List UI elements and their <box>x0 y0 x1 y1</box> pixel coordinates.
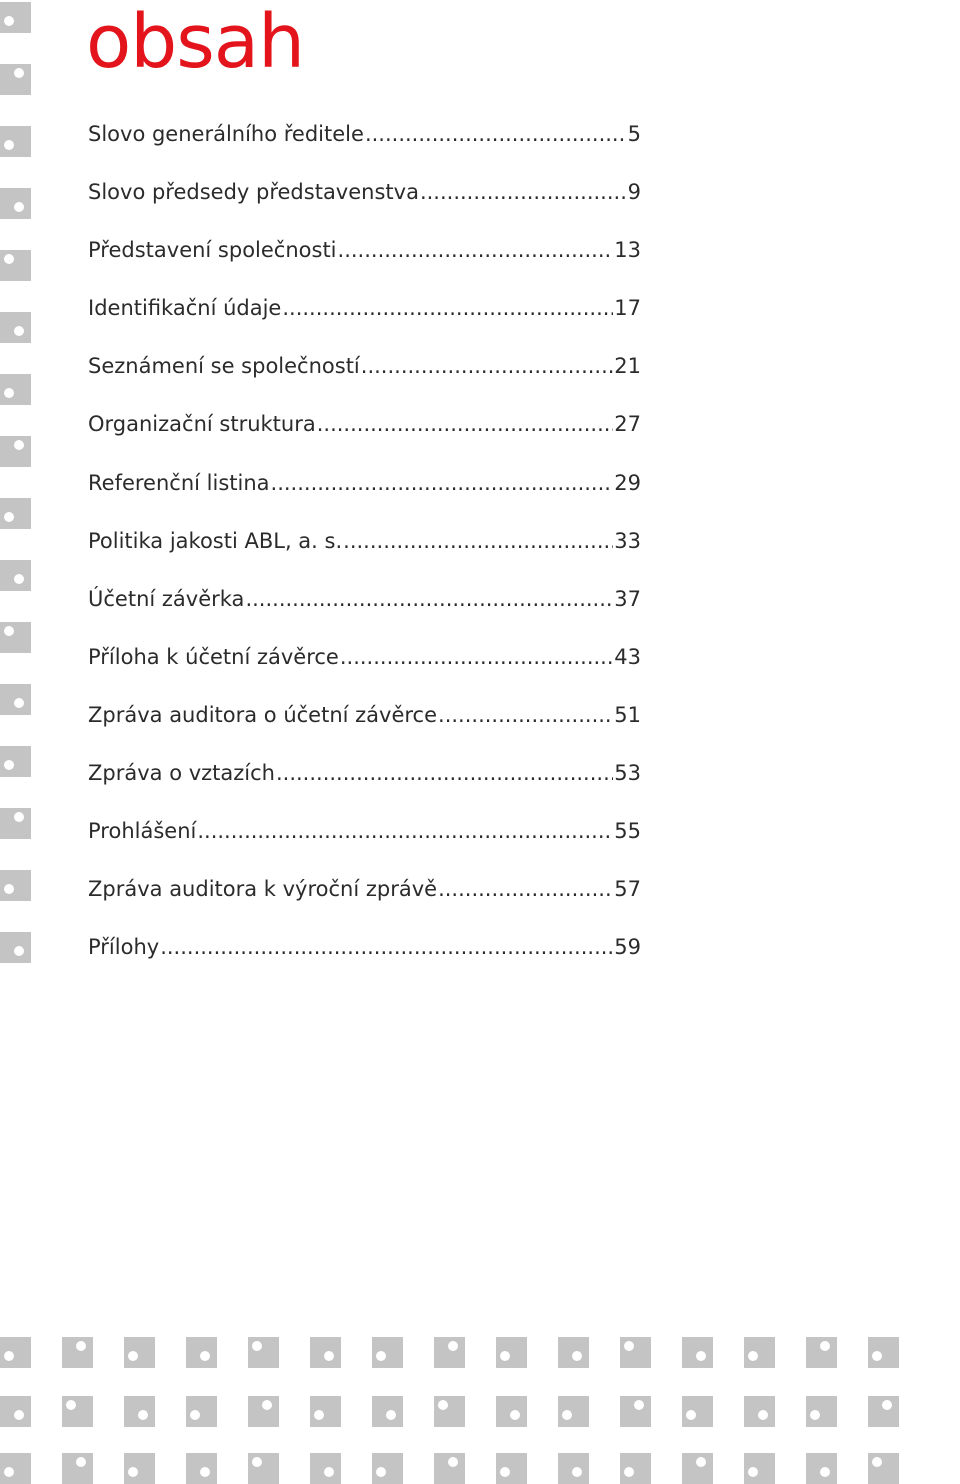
decorative-square <box>0 126 31 157</box>
decorative-square <box>0 188 31 219</box>
decorative-square <box>434 1337 465 1368</box>
toc-entry-label: Referenční listina <box>88 470 270 495</box>
decorative-dot <box>748 1467 758 1477</box>
decorative-dot <box>324 1467 334 1477</box>
decorative-square <box>682 1337 713 1368</box>
toc-entry[interactable] <box>88 587 641 645</box>
decorative-square <box>0 870 31 901</box>
decorative-dot <box>562 1410 572 1420</box>
decorative-square <box>62 1453 93 1484</box>
decorative-square <box>310 1396 341 1427</box>
decorative-dot <box>448 1457 458 1467</box>
toc-entry-page-number: 33 <box>614 528 641 553</box>
decorative-square <box>0 932 31 963</box>
decorative-dot <box>14 946 24 956</box>
toc-entry-page-number: 21 <box>614 354 641 379</box>
toc-dot-leader <box>438 703 613 727</box>
decorative-square <box>744 1396 775 1427</box>
decorative-square <box>806 1453 837 1484</box>
decorative-square <box>124 1396 155 1427</box>
toc-entry-page-number: 5 <box>627 122 641 146</box>
decorative-square <box>558 1453 589 1484</box>
toc-entry[interactable] <box>88 703 641 761</box>
decorative-dot <box>252 1341 262 1351</box>
toc-dot-leader <box>317 412 614 436</box>
decorative-square <box>0 684 31 715</box>
toc-entry-label: Prohlášení <box>88 819 197 844</box>
toc-entry-page-number: 43 <box>614 644 641 669</box>
decorative-square <box>186 1453 217 1484</box>
toc-entry-page-number: 27 <box>614 412 641 437</box>
decorative-dot <box>4 1351 14 1361</box>
decorative-dot <box>14 574 24 584</box>
decorative-dot <box>448 1341 458 1351</box>
decorative-dot <box>4 140 14 150</box>
decorative-square <box>806 1396 837 1427</box>
decorative-dot <box>572 1351 582 1361</box>
decorative-dot <box>500 1351 510 1361</box>
decorative-square <box>744 1453 775 1484</box>
decorative-square <box>62 1396 93 1427</box>
decorative-dot <box>758 1410 768 1420</box>
decorative-dot <box>748 1351 758 1361</box>
decorative-dot <box>14 202 24 212</box>
toc-entry-page-number: 53 <box>614 761 641 786</box>
toc-dot-leader <box>197 819 613 843</box>
decorative-dot <box>4 16 14 26</box>
decorative-dot <box>128 1351 138 1361</box>
toc-entry[interactable] <box>88 645 641 703</box>
decorative-square <box>868 1337 899 1368</box>
toc-entry-label: Slovo generálního ředitele <box>88 122 364 146</box>
toc-entry-label: Zpráva o vztazích <box>88 761 275 786</box>
decorative-square <box>434 1453 465 1484</box>
decorative-square <box>0 64 31 95</box>
toc-entry-label: Politika jakosti ABL, a. s. <box>88 528 343 553</box>
decorative-square <box>620 1337 651 1368</box>
toc-dot-leader <box>365 122 627 146</box>
decorative-dot <box>882 1400 892 1410</box>
decorative-square <box>0 1337 31 1368</box>
decorative-square <box>310 1453 341 1484</box>
decorative-dot <box>76 1341 86 1351</box>
toc-dot-leader <box>340 645 613 669</box>
decorative-square <box>0 374 31 405</box>
decorative-dot <box>438 1400 448 1410</box>
decorative-dot <box>376 1351 386 1361</box>
decorative-dot <box>572 1467 582 1477</box>
decorative-dot <box>4 884 14 894</box>
decorative-dot <box>138 1410 148 1420</box>
decorative-dot <box>696 1457 706 1467</box>
decorative-dot <box>14 812 24 822</box>
decorative-dot <box>14 698 24 708</box>
decorative-square <box>496 1453 527 1484</box>
decorative-square <box>0 312 31 343</box>
toc-entry[interactable] <box>88 122 641 180</box>
decorative-square <box>248 1453 279 1484</box>
toc-entry-page-number: 29 <box>614 470 641 495</box>
decorative-square <box>682 1453 713 1484</box>
toc-entry-label: Identifikační údaje <box>88 296 282 321</box>
toc-dot-leader <box>438 877 613 901</box>
toc-entry[interactable] <box>88 238 641 296</box>
toc-entry[interactable] <box>88 761 641 819</box>
decorative-dot <box>66 1400 76 1410</box>
decorative-square <box>0 250 31 281</box>
decorative-square <box>434 1396 465 1427</box>
decorative-square <box>372 1396 403 1427</box>
decorative-square <box>0 498 31 529</box>
decorative-dot <box>252 1457 262 1467</box>
decorative-dot <box>624 1467 634 1477</box>
toc-entry[interactable] <box>88 529 641 587</box>
decorative-dot <box>14 1410 24 1420</box>
toc-entry-label: Zpráva auditora k výroční zprávě <box>88 877 438 902</box>
toc-entry[interactable] <box>88 877 641 935</box>
decorative-square <box>0 1396 31 1427</box>
toc-entry[interactable] <box>88 180 641 238</box>
decorative-dot <box>76 1457 86 1467</box>
decorative-square <box>186 1337 217 1368</box>
decorative-dot <box>14 326 24 336</box>
decorative-dot <box>262 1400 272 1410</box>
decorative-dot <box>696 1351 706 1361</box>
toc-entry-page-number: 59 <box>614 935 641 960</box>
decorative-dot <box>872 1457 882 1467</box>
toc-entry-page-number: 57 <box>614 877 641 902</box>
decorative-square <box>0 1453 31 1484</box>
decorative-square <box>372 1337 403 1368</box>
decorative-square <box>496 1337 527 1368</box>
decorative-square <box>0 560 31 591</box>
toc-dot-leader <box>245 587 613 611</box>
decorative-square <box>248 1337 279 1368</box>
toc-entry-label: Seznámení se společností <box>88 354 360 379</box>
toc-dot-leader <box>271 471 614 495</box>
toc-entry-page-number: 55 <box>614 819 641 844</box>
decorative-dot <box>128 1467 138 1477</box>
decorative-dot <box>510 1410 520 1420</box>
decorative-square <box>620 1453 651 1484</box>
decorative-dot <box>376 1467 386 1477</box>
decorative-square <box>0 808 31 839</box>
toc-entry-page-number: 9 <box>627 180 641 205</box>
toc-entry-page-number: 51 <box>614 702 641 727</box>
decorative-square <box>372 1453 403 1484</box>
decorative-dot <box>4 626 14 636</box>
decorative-dot <box>14 440 24 450</box>
toc-entry-page-number: 37 <box>614 586 641 611</box>
decorative-dot <box>200 1467 210 1477</box>
decorative-square <box>682 1396 713 1427</box>
decorative-dot <box>686 1410 696 1420</box>
toc-entry[interactable] <box>88 296 641 354</box>
toc-entry-page-number: 13 <box>614 238 641 263</box>
decorative-square <box>0 2 31 33</box>
decorative-dot <box>4 254 14 264</box>
decorative-dot <box>4 760 14 770</box>
decorative-dot <box>4 1467 14 1477</box>
toc-entry-label: Představení společnosti <box>88 238 337 263</box>
toc-entry-label: Příloha k účetní závěrce <box>88 644 339 669</box>
decorative-dot <box>4 388 14 398</box>
decorative-dot <box>624 1341 634 1351</box>
toc-dot-leader <box>160 935 613 959</box>
toc-dot-leader <box>420 180 627 204</box>
toc-dot-leader <box>361 354 613 378</box>
decorative-square <box>186 1396 217 1427</box>
toc-entry-label: Přílohy <box>88 935 160 960</box>
decorative-square <box>496 1396 527 1427</box>
decorative-square <box>558 1337 589 1368</box>
decorative-dot <box>810 1410 820 1420</box>
decorative-square <box>124 1453 155 1484</box>
decorative-dot <box>14 68 24 78</box>
decorative-square <box>248 1396 279 1427</box>
toc-entry-label: Zpráva auditora o účetní závěrce <box>88 702 438 727</box>
toc-entry-label: Organizační struktura <box>88 412 316 437</box>
decorative-square <box>744 1337 775 1368</box>
decorative-dot <box>500 1467 510 1477</box>
toc-entry-label: Slovo předsedy představenstva <box>88 180 419 205</box>
decorative-dot <box>634 1400 644 1410</box>
toc-entry[interactable] <box>88 819 641 877</box>
decorative-square <box>620 1396 651 1427</box>
decorative-square <box>62 1337 93 1368</box>
decorative-dot <box>324 1351 334 1361</box>
decorative-square <box>868 1396 899 1427</box>
decorative-dot <box>872 1351 882 1361</box>
decorative-dot <box>314 1410 324 1420</box>
decorative-dot <box>820 1341 830 1351</box>
decorative-dot <box>386 1410 396 1420</box>
decorative-square <box>868 1453 899 1484</box>
decorative-dot <box>820 1467 830 1477</box>
toc-dot-leader <box>343 529 613 553</box>
decorative-square <box>124 1337 155 1368</box>
toc-entry-page-number: 17 <box>614 296 641 321</box>
toc-entry-label: Účetní závěrka <box>88 586 245 611</box>
toc-entry[interactable] <box>88 471 641 529</box>
toc-entry[interactable] <box>88 412 641 470</box>
toc-dot-leader <box>338 238 614 262</box>
decorative-square <box>310 1337 341 1368</box>
decorative-dot <box>200 1351 210 1361</box>
page-title: obsah <box>86 0 305 85</box>
toc-dot-leader <box>276 761 613 785</box>
decorative-square <box>0 622 31 653</box>
table-of-contents <box>88 122 641 993</box>
decorative-dot <box>4 512 14 522</box>
toc-entry[interactable] <box>88 354 641 412</box>
decorative-square <box>806 1337 837 1368</box>
decorative-square <box>0 436 31 467</box>
decorative-dot <box>190 1410 200 1420</box>
decorative-square <box>0 746 31 777</box>
toc-entry[interactable] <box>88 935 641 993</box>
decorative-square <box>558 1396 589 1427</box>
toc-dot-leader <box>282 296 613 320</box>
